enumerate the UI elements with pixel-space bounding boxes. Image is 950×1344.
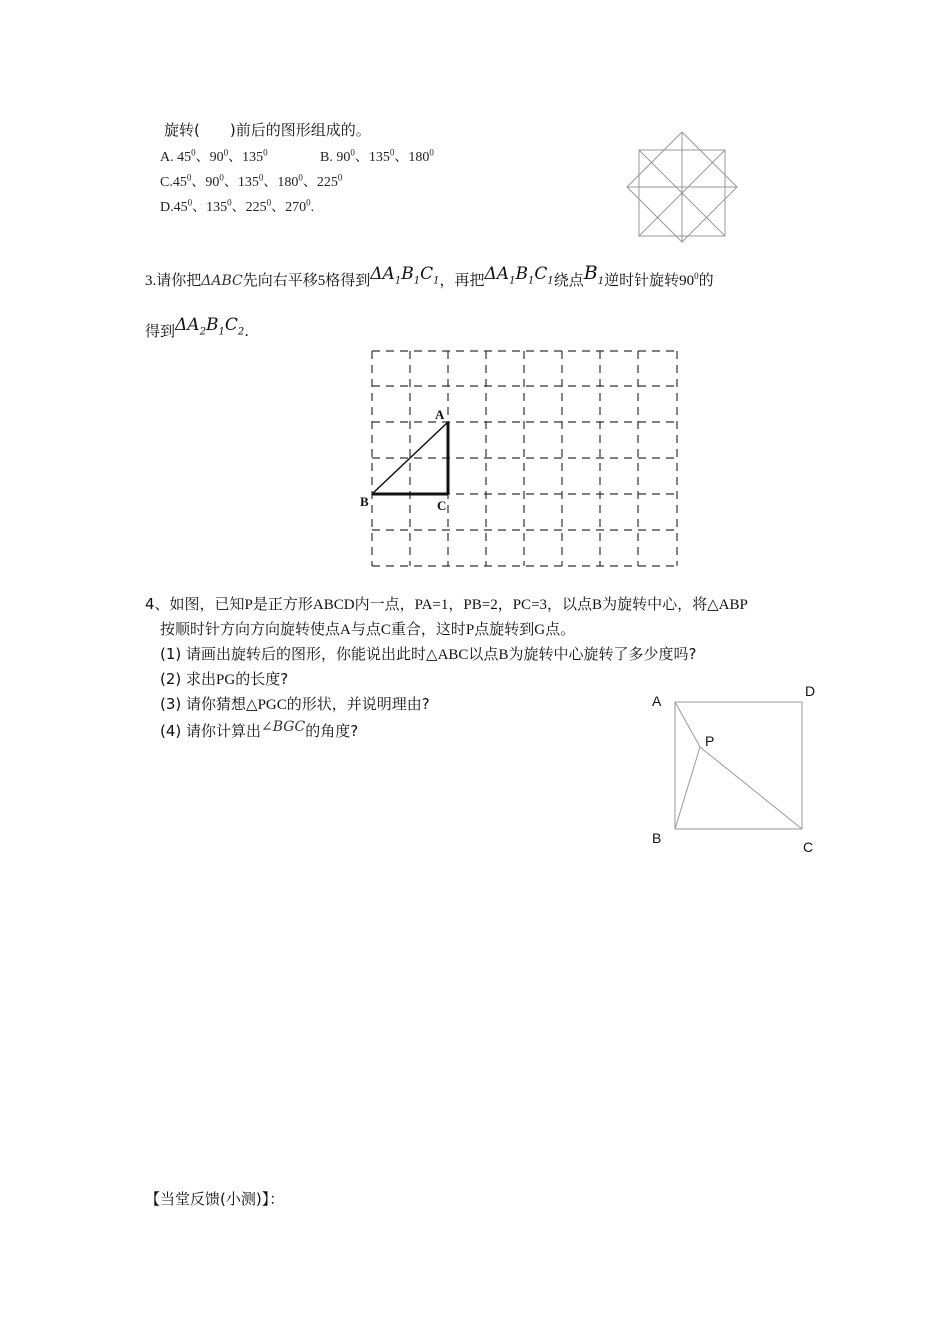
q2-option-d: $D.45^0$、$135^0$、$225^0$、$270^0$. (160, 197, 315, 215)
fig-label-b: B (652, 830, 662, 846)
q4-sub3: (3) 请你猜想△PGC的形状，并说明理由? (160, 695, 430, 713)
grid-label-b: B (360, 494, 369, 509)
q3-grid (350, 340, 690, 575)
q3-line1: 3.请你把ΔABC先向右平移5格得到$\Delta A_1B_1C_1$，再把$\Delta A_1B_1C_1$绕点$B_1$逆时针旋转$90^0$的 (145, 262, 714, 289)
q4-sub1: (1) 请画出旋转后的图形，你能说出此时△ABC以点B为旋转中心旋转了多少度吗? (160, 645, 697, 663)
q4-line1: 4、如图，已知P是正方形ABCD内一点，PA=1，PB=2，PC=3，以点B为旋转中心，将△ABP (145, 595, 748, 613)
feedback-heading: 【当堂反馈(小测)】： (145, 1190, 285, 1208)
fig-label-c: C (803, 839, 814, 855)
fig-label-p: P (705, 733, 715, 749)
grid-label-c: C (437, 498, 447, 513)
q2-option-a: A. $45^0$、$90^0$、$135^0$ (160, 147, 268, 165)
q4-sub4: (4) 请你计算出∠BGC的角度? (160, 719, 359, 740)
q3-line2: 得到$\Delta A_2B_1C_2$. (145, 315, 249, 340)
q4-sub2: (2) 求出PG的长度? (160, 670, 289, 688)
octagram-figure (625, 130, 740, 245)
fig-label-a: A (652, 693, 662, 709)
q2-stem: 旋转( )前后的图形组成的。 (164, 121, 371, 139)
q2-option-b: B. $90^0$、$135^0$、$180^0$ (320, 147, 434, 165)
grid-label-a: A (435, 407, 445, 422)
fig-label-d: D (805, 683, 816, 699)
q4-line2: 按顺时针方向方向旋转使点A与点C重合，这时P点旋转到G点。 (160, 620, 576, 638)
q4-square-figure (645, 680, 825, 860)
q2-option-c: $C.45^0$、$90^0$、$135^0$、$180^0$、$225^0$ (160, 172, 343, 190)
